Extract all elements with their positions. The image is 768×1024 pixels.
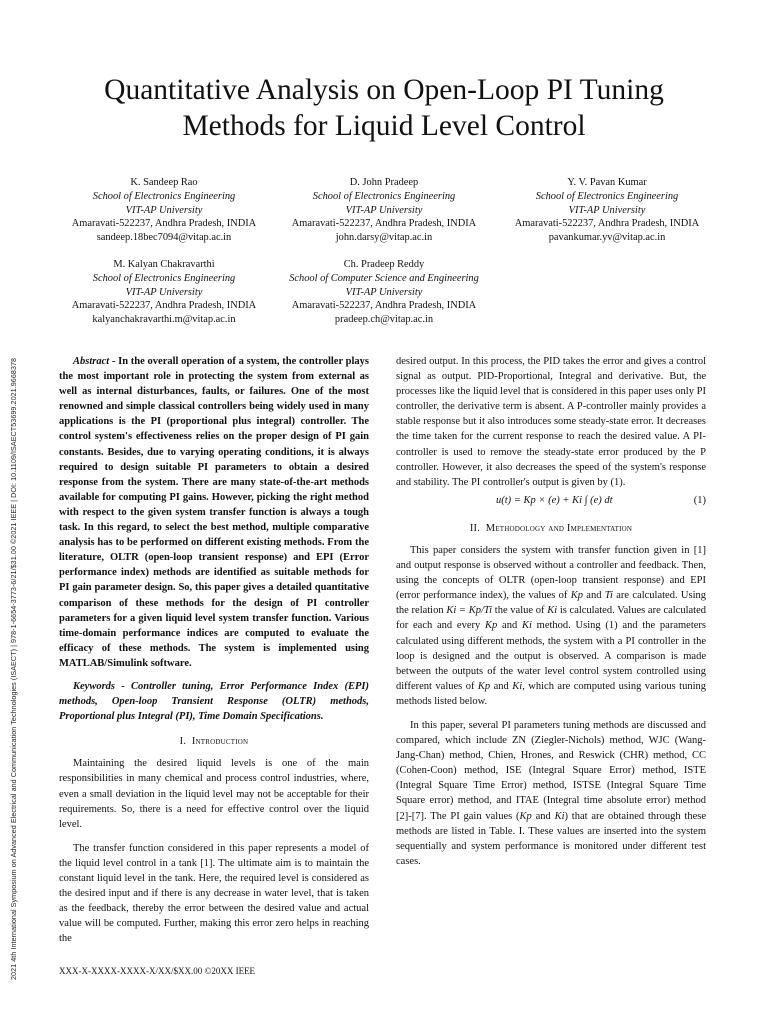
symbol-kp: Kp bbox=[570, 590, 583, 602]
symbol-ti: Ti bbox=[604, 590, 613, 602]
right-column bbox=[396, 354, 706, 869]
author-addr: Amaravati-522237, Andhra Pradesh, INDIA bbox=[514, 218, 700, 230]
author-email: pavankumar.yv@vitap.ac.in bbox=[548, 232, 666, 244]
author-addr: Amaravati-522237, Andhra Pradesh, INDIA bbox=[291, 300, 477, 312]
text-run: and bbox=[497, 620, 522, 632]
author-addr: Amaravati-522237, Andhra Pradesh, INDIA bbox=[71, 218, 257, 230]
right-paragraph-1: desired output. In this process, the PID takes the error and gives a control signal as output. PID-Proportional, Integral and derivative. But, the processes like the liquid level that is considered in this paper uses only PI controller, the derivative term is absent. A P-controller mainly provides a stable response but it also introduces some steady-state error. It decreases the time taken for the current response to reach the desired value. A PI-controller is used to remove the steady-state error produced by the P controller. However, it also decreases the speed of the system's response and stability. The PI controller's output is given by (1). bbox=[396, 356, 706, 488]
text-run: This paper considers the system with transfer function given in [1] and output response is observed without a controller and feedback. Then, using the concepts of OLTR (open-loop transient response) and EPI (error performance index), the values of bbox=[396, 544, 706, 602]
author-name: Ch. Pradeep Reddy bbox=[343, 259, 425, 270]
abstract bbox=[59, 354, 369, 671]
author-dept: School of Electronics Engineering bbox=[92, 272, 236, 284]
symbol-kp: Kp bbox=[519, 810, 532, 822]
author-univ: VIT-AP University bbox=[125, 286, 203, 298]
equation-1 bbox=[396, 492, 706, 511]
text-run: the value of bbox=[492, 605, 548, 617]
text-run: and bbox=[582, 590, 605, 602]
author-name: K. Sandeep Rao bbox=[130, 177, 198, 188]
author-univ: VIT-AP University bbox=[345, 286, 423, 298]
text-run: , which are computed using various tuning methods listed below. bbox=[396, 680, 706, 707]
symbol-ki: Ki bbox=[512, 680, 523, 692]
author-univ: VIT-AP University bbox=[125, 204, 203, 216]
author-addr: Amaravati-522237, Andhra Pradesh, INDIA bbox=[71, 300, 257, 312]
symbol-relation: Ki = Kp/Ti bbox=[446, 605, 493, 617]
intro-paragraph-1: Maintaining the desired liquid levels is one of the main responsibilities in many chemical and process control industries, where, even a small deviation in the liquid level may not be acceptable for their requirements. So, there is a need for effective control over the liquid level. bbox=[59, 758, 369, 830]
paper-title bbox=[50, 72, 718, 144]
author-email: pradeep.ch@vitap.ac.in bbox=[334, 314, 434, 326]
author-dept: School of Electronics Engineering bbox=[92, 190, 236, 202]
text-run: and bbox=[531, 810, 555, 822]
title-line-2: Methods for Liquid Level Control bbox=[182, 110, 586, 142]
author-1 bbox=[44, 176, 284, 245]
keywords-label: Keywords bbox=[73, 680, 115, 692]
author-dept: School of Computer Science and Engineering bbox=[289, 272, 479, 284]
symbol-ki: Ki bbox=[554, 810, 565, 822]
author-2 bbox=[264, 176, 504, 245]
text-run: are calculated. Using the relation bbox=[396, 590, 706, 617]
section-title: Methodology and Implementation bbox=[485, 522, 633, 534]
author-4 bbox=[44, 258, 284, 327]
symbol-kp: Kp bbox=[477, 680, 491, 692]
section-heading-methodology bbox=[396, 521, 706, 536]
equation-body: u(t) = Kp × (e) + Ki ∫ (e) dt bbox=[496, 494, 613, 506]
abstract-text: - In the overall operation of a system, the controller plays the most important role in protecting the system from external as well as internal disturbances, faults, or failures. One of the most renowned and simple classical controllers being widely used in many applications is the PI (proportional plus integral) controller. The control system's effectiveness relies on the proper design of PI gain constants. Besides, due to varying operating conditions, it is always required to design suitable PI parameters to obtain a desired response from the system. There are many state-of-the-art methods available for computing PI gains. However, picking the right method with respect to the given system transfer function is always a tough task. In this regard, to select the best method, multiple comparative analysis has to be performed on different existing methods. From the literature, OLTR (open-loop transient response) and EPI (Error performance index) methods are identified as suitable methods for PI gain parameter design. So, this paper gives a detailed quantitative comparison of these methods for the design of PI controller parameters for a given liquid level system transfer function. Various time-domain performance indices are computed to evaluate the efficacy of these methods. The system is implemented using MATLAB/Simulink software. bbox=[59, 356, 369, 669]
author-univ: VIT-AP University bbox=[568, 204, 646, 216]
intro-paragraph-2: The transfer function considered in this paper represents a model of the liquid level control in a tank [1]. The ultimate aim is to maintain the constant liquid level in the tank. Here, the required level is considered as the desired input and if there is any decrease in water level, that is taken as the feedback, thereby the error between the desired value and actual value will be computed. Further, making this error zero helps in reaching the bbox=[59, 842, 369, 945]
text-run: ) that are obtained through these methods are listed in Table. I. These values are inserted into the system sequentially and system performance is monitored under different test cases. bbox=[396, 810, 706, 867]
symbol-ki: Ki bbox=[547, 605, 558, 617]
equation-number: (1) bbox=[693, 494, 706, 506]
methodology-paragraph-1 bbox=[396, 543, 706, 709]
section-number: I. bbox=[179, 736, 187, 748]
left-column bbox=[59, 354, 369, 946]
abstract-label: Abstract bbox=[73, 356, 110, 367]
keywords-text: - Controller tuning, Error Performance Index (EPI) methods, Open-loop Transient Response (OLTR) methods, Proportional plus Integral (PI), Time Domain Specifications. bbox=[59, 680, 369, 723]
symbol-kp: Kp bbox=[485, 620, 498, 632]
section-title: Introduction bbox=[191, 736, 249, 748]
author-addr: Amaravati-522237, Andhra Pradesh, INDIA bbox=[291, 218, 477, 230]
doi-sidebar bbox=[9, 150, 23, 980]
section-number: II. bbox=[469, 522, 481, 534]
section-heading-introduction bbox=[59, 734, 369, 749]
author-email: sandeep.18bec7094@vitap.ac.in bbox=[96, 232, 232, 244]
author-dept: School of Electronics Engineering bbox=[312, 190, 456, 202]
author-5 bbox=[264, 258, 504, 327]
author-email: john.darsy@vitap.ac.in bbox=[335, 232, 433, 244]
author-name: D. John Pradeep bbox=[349, 177, 419, 188]
text-run: is calculated. Values are calculated for each and every bbox=[396, 605, 706, 632]
author-email: kalyanchakravarthi.m@vitap.ac.in bbox=[92, 314, 236, 326]
text-run: In this paper, several PI parameters tuning methods are discussed and compared, which include ZN (Ziegler-Nichols) method, WJC (Wang-Jang-Chan) method, Chien, Hrones, and Reswick (CHR) method, CC (Cohen-Coon) method, ISE (Integral Square Error) method, ISTE (Integral Square Time Error) method, ISTSE (Integral Square Time Square error) method, and ITAE (Integral time absolute error) method [2]-[7]. The PI gain values ( bbox=[396, 719, 706, 822]
author-name: Y. V. Pavan Kumar bbox=[567, 177, 647, 188]
author-univ: VIT-AP University bbox=[345, 204, 423, 216]
text-run: method. Using (1) and the parameters calculated using different methods, the system with a PI controller in the loop is designed and the output is observed. A comparison is made between the outputs of the water level control system controlled using different values of bbox=[396, 620, 706, 692]
author-3 bbox=[487, 176, 727, 245]
keywords bbox=[59, 679, 369, 724]
copyright-footer: XXX-X-XXXX-XXXX-X/XX/$XX.00 ©20XX IEEE bbox=[59, 966, 256, 976]
author-name: M. Kalyan Chakravarthi bbox=[113, 259, 215, 270]
author-dept: School of Electronics Engineering bbox=[535, 190, 679, 202]
doi-sidebar-text: 2021 4th International Symposium on Advanced Electrical and Communication Technologies (ISAECT) | 978-1-6654-3773-6/21/$31.00 ©2021 IEEE | DOI: 10.1109/ISAECT53699.2021.9668378 bbox=[9, 357, 18, 980]
symbol-ki: Ki bbox=[521, 620, 532, 632]
title-line-1: Quantitative Analysis on Open-Loop PI Tuning bbox=[104, 74, 664, 106]
methodology-paragraph-2 bbox=[396, 718, 706, 869]
text-run: and bbox=[490, 680, 513, 692]
